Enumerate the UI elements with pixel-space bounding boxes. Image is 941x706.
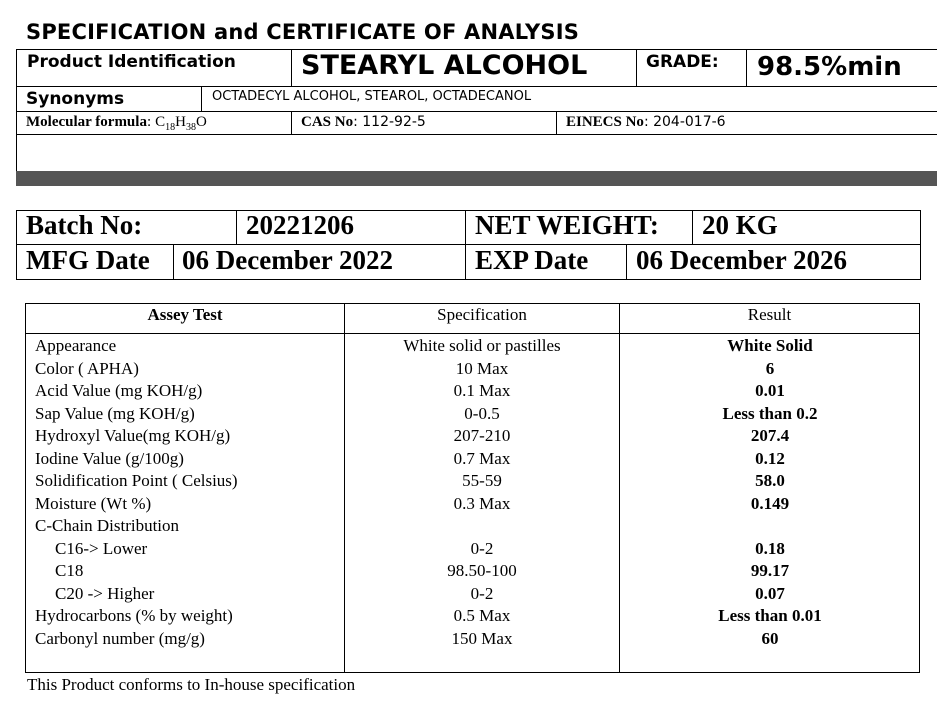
test-name: Hydroxyl Value(mg KOH/g) — [35, 426, 231, 445]
test-result: Less than 0.2 — [722, 403, 818, 423]
test-specification: 0-0.5 — [464, 403, 500, 423]
test-result: 0.07 — [755, 583, 785, 603]
test-name: Color ( APHA) — [35, 358, 139, 378]
test-name: Sap Value (mg KOH/g) — [35, 403, 195, 423]
test-result: 6 — [765, 358, 775, 378]
exp-date-label: EXP Date — [475, 245, 589, 275]
net-weight-value: 20 KG — [702, 210, 778, 240]
batch-number-value: 20221206 — [246, 210, 354, 240]
table-row — [0, 470, 941, 493]
cas-label: CAS No — [301, 114, 354, 130]
synonyms-value: OCTADECYL ALCOHOL, STEAROL, OCTADECANOL — [212, 89, 532, 104]
test-result: 58.0 — [755, 471, 785, 490]
test-name: Iodine Value (g/100g) — [35, 448, 184, 468]
table-row — [0, 515, 941, 538]
table-row — [0, 403, 941, 426]
test-specification: 0-2 — [470, 538, 494, 558]
table-row — [0, 380, 941, 403]
cas-number — [301, 113, 426, 131]
test-name: C16-> Lower — [55, 538, 148, 558]
synonyms-label: Synonyms — [26, 89, 125, 109]
test-result: 99.17 — [750, 561, 790, 580]
table-row — [0, 560, 941, 583]
molecular-formula — [26, 113, 207, 133]
table-row — [0, 335, 941, 358]
analysis-rows — [0, 335, 941, 670]
table-row — [0, 538, 941, 561]
test-specification: 98.50-100 — [447, 561, 517, 580]
test-specification: 150 Max — [451, 628, 513, 648]
test-name: Acid Value (mg KOH/g) — [35, 381, 203, 400]
test-result: 60 — [761, 628, 779, 648]
einecs-number — [566, 113, 726, 131]
table-row — [0, 425, 941, 448]
table-row — [0, 358, 941, 381]
test-result: 207.4 — [750, 426, 790, 445]
test-specification: 10 Max — [455, 358, 509, 378]
grade-label: GRADE: — [646, 52, 719, 72]
net-weight-label: NET WEIGHT: — [475, 210, 659, 240]
test-result: Less than 0.01 — [718, 606, 822, 625]
test-name: Appearance — [35, 336, 117, 355]
test-specification: 55-59 — [462, 471, 502, 490]
molecular-formula-value: $C_{18}H_{38}O$ — [155, 114, 207, 133]
test-result: 0.18 — [755, 538, 785, 558]
column-header-result: Result — [747, 305, 792, 324]
mfg-date-label: MFG Date — [26, 245, 150, 275]
table-row — [0, 583, 941, 606]
table-row — [0, 448, 941, 471]
grade-value: 98.5%min — [757, 52, 902, 82]
test-result: White Solid — [727, 336, 813, 355]
test-name: C-Chain Distribution — [35, 516, 180, 535]
document-title: SPECIFICATION and CERTIFICATE OF ANALYSIS — [26, 20, 580, 44]
table-row — [0, 493, 941, 516]
test-result: 0.12 — [755, 448, 785, 468]
mfg-date-value: 06 December 2022 — [182, 245, 393, 275]
table-row — [0, 605, 941, 628]
test-specification: White solid or pastilles — [403, 336, 561, 355]
molecular-formula-label: Molecular formula — [26, 114, 147, 130]
column-header-specification: Specification — [437, 305, 527, 324]
test-specification: 0-2 — [470, 583, 494, 603]
test-name: C20 -> Higher — [55, 583, 155, 603]
molecular-formula-colon: : — [146, 114, 152, 130]
test-name: Carbonyl number (mg/g) — [35, 628, 205, 648]
product-identification-label: Product Identification — [27, 52, 236, 72]
cas-value: : 112-92-5 — [353, 114, 426, 130]
test-name: Hydrocarbons (% by weight) — [35, 606, 233, 625]
test-specification: 0.3 Max — [453, 493, 511, 513]
einecs-value: : 204-017-6 — [643, 114, 726, 130]
test-result: 0.01 — [755, 381, 785, 400]
exp-date-value: 06 December 2026 — [636, 245, 847, 275]
test-name: C18 — [55, 561, 84, 580]
test-specification: 0.7 Max — [453, 448, 511, 468]
batch-number-label: Batch No: — [26, 210, 143, 240]
product-name: STEARYL ALCOHOL — [301, 50, 588, 81]
table-row — [0, 628, 941, 651]
test-specification: 207-210 — [453, 426, 511, 445]
test-specification: 0.5 Max — [453, 606, 511, 625]
test-name: Solidification Point ( Celsius) — [35, 471, 238, 490]
test-name: Moisture (Wt %) — [35, 493, 152, 513]
einecs-label: EINECS No — [566, 114, 644, 130]
conformance-note: This Product conforms to In-house specification — [27, 675, 356, 694]
test-specification: 0.1 Max — [453, 381, 511, 400]
test-result: 0.149 — [750, 493, 790, 513]
header-shaded-bar — [16, 171, 937, 186]
column-header-test: Assey Test — [147, 305, 223, 324]
